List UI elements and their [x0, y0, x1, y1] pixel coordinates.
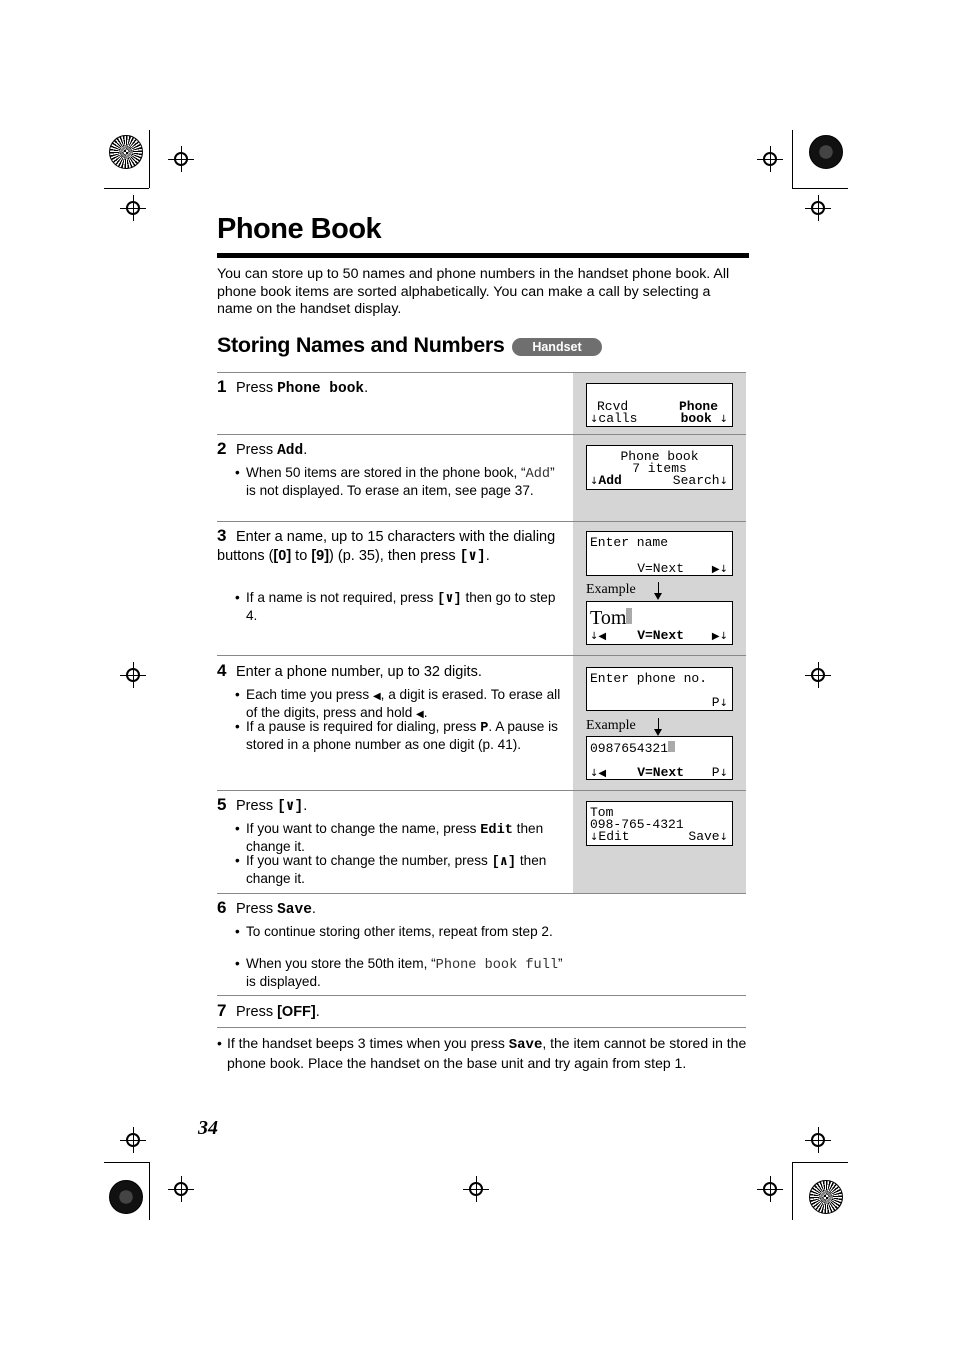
table-rule [217, 995, 746, 996]
title-rule [217, 253, 749, 258]
lcd-screen-step3-prompt: Enter name V=Next ▶↓ [586, 531, 733, 576]
step-4-bullet-1: • Each time you press ◀, a digit is erased. To erase all of the digits, press and hold ◀. [235, 687, 561, 720]
registration-mark-icon [811, 668, 825, 682]
handset-badge: Handset [512, 338, 602, 356]
step-6-bullet-1: • To continue storing other items, repeat from step 2. [235, 924, 553, 939]
down-arrow-icon: ↓ [590, 414, 599, 425]
step-5: 5 Press [∨]. [217, 795, 308, 815]
registration-mark-icon [763, 1182, 777, 1196]
page-title: Phone Book [217, 213, 382, 245]
table-rule [217, 655, 746, 656]
down-arrow-icon: ↓ [719, 414, 728, 425]
down-arrow-icon: ↓ [719, 476, 728, 487]
down-arrow-icon [658, 718, 659, 732]
registration-mark-icon [174, 152, 188, 166]
registration-mark-icon [811, 201, 825, 215]
left-triangle-icon: ◀ [372, 691, 381, 702]
step-7: 7 Press [OFF]. [217, 1001, 320, 1020]
down-arrow-icon: ↓ [590, 476, 599, 487]
table-rule [217, 790, 746, 791]
registration-wheel-icon [109, 1180, 143, 1214]
right-arrow-icon: ▶↓ [711, 564, 728, 575]
registration-mark-icon [469, 1182, 483, 1196]
note: • If the handset beeps 3 times when you press Save, the item cannot be stored in the phone book. Place the handset on the base unit and try again from step 1. [217, 1035, 747, 1071]
registration-mark-icon [126, 1133, 140, 1147]
left-triangle-icon: ◀ [416, 709, 424, 720]
page-number: 34 [198, 1117, 218, 1139]
example-label: Example [586, 718, 636, 733]
step-5-bullet-1: • If you want to change the name, press Edit then change it. [235, 821, 544, 854]
section-title: Storing Names and Numbers [217, 333, 505, 357]
step-1: 1 Press Phone book. [217, 377, 369, 397]
lcd-screen-step3-example: Tom ↓◀ V=Next ▶↓ [586, 601, 733, 645]
step-2-bullet: • When 50 items are stored in the phone book, “Add” is not displayed. To erase an item, see page 37. [235, 465, 555, 498]
registration-mark-icon [174, 1182, 188, 1196]
lcd-screen-step2: Phone book 7 items ↓Add Search↓ [586, 445, 733, 490]
left-arrow-icon: ↓◀ [590, 768, 607, 779]
example-label: Example [586, 582, 636, 597]
table-rule [217, 434, 746, 435]
registration-mark-icon [811, 1133, 825, 1147]
lcd-screen-step1: Rcvd Phone ↓calls book ↓ [586, 383, 733, 427]
lcd-screen-step4-example: 0987654321 ↓◀ V=Next P↓ [586, 736, 733, 780]
step-3-bullet: • If a name is not required, press [∨] then go to step 4. [235, 590, 556, 623]
step-6: 6 Press Save. [217, 898, 316, 918]
step-6-bullet-2: • When you store the 50th item, “Phone book full” is displayed. [235, 956, 563, 989]
left-arrow-icon: ↓◀ [590, 631, 607, 642]
step-5-bullet-2: • If you want to change the number, press [∧] then change it. [235, 853, 547, 886]
down-arrow-icon: ↓ [590, 832, 599, 843]
step-3: 3 Enter a name, up to 15 characters with the dialing buttons ([0] to [9]) (p. 35), then press [∨]. [217, 526, 556, 565]
down-arrow-icon [658, 582, 659, 596]
step-4: 4 Enter a phone number, up to 32 digits. [217, 661, 482, 680]
registration-wheel-icon [109, 135, 143, 169]
lcd-screen-step5: Tom 098-765-4321 ↓Edit Save↓ [586, 801, 733, 846]
down-arrow-icon: ↓ [719, 698, 728, 709]
right-arrow-icon: ▶↓ [711, 631, 728, 642]
lcd-screen-step4-prompt: Enter phone no. P↓ [586, 667, 733, 711]
table-rule [217, 893, 746, 894]
down-arrow-icon: ↓ [719, 768, 728, 779]
down-arrow-icon: ↓ [719, 832, 728, 843]
step-4-bullet-2: • If a pause is required for dialing, press P. A pause is stored in a phone number as one digit (p. 41). [235, 719, 558, 752]
registration-mark-icon [126, 201, 140, 215]
registration-mark-icon [126, 668, 140, 682]
table-rule [217, 521, 746, 522]
step-2: 2 Press Add. [217, 439, 308, 459]
registration-wheel-icon [809, 1180, 843, 1214]
intro-paragraph: You can store up to 50 names and phone numbers in the handset phone book. All phone book items are sorted alphabetically. You can make a call by selecting a name on the handset display. [217, 266, 730, 317]
table-rule [217, 1027, 746, 1028]
registration-wheel-icon [809, 135, 843, 169]
registration-mark-icon [763, 152, 777, 166]
